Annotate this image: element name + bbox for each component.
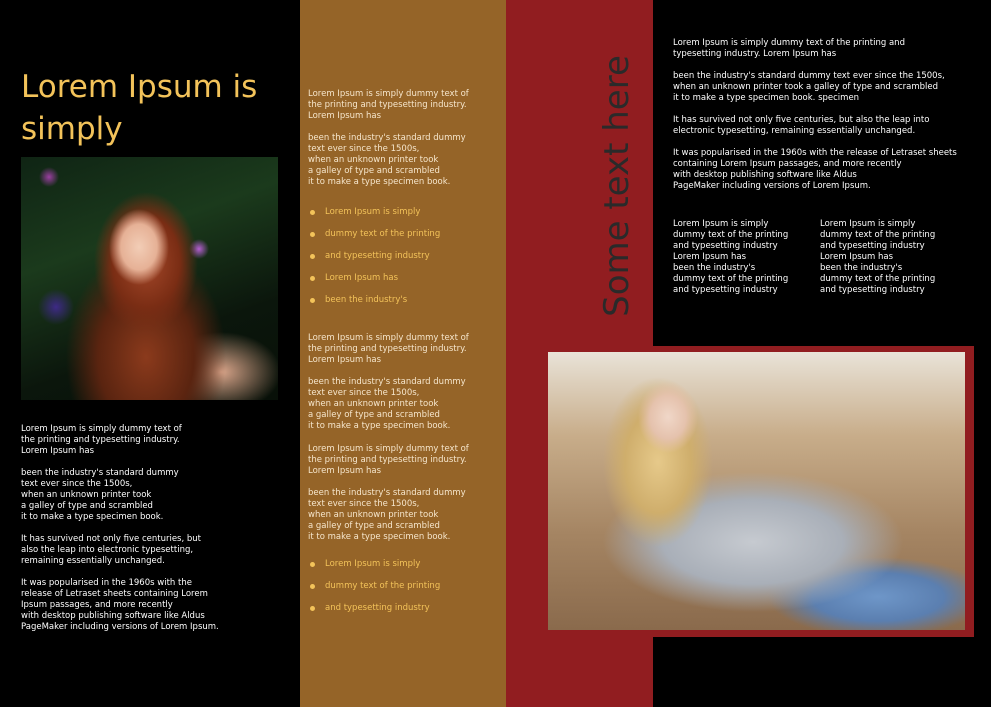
bullet-text: Lorem Ipsum is simply — [325, 207, 421, 217]
woman-with-flower-photo — [21, 157, 278, 400]
list-item — [308, 229, 440, 251]
column-text: Lorem Ipsum is simply dummy text of the printing and typesetting industry Lorem Ipsum has been the industry's dummy text of the printing and typesetting industry — [673, 219, 789, 295]
bullet-dot-icon — [310, 562, 315, 567]
blonde-woman-sweater-photo — [548, 352, 965, 630]
center-paragraph: Lorem Ipsum is simply dummy text of the printing and typesetting industry. Lorem Ipsum has — [308, 333, 469, 365]
center-paragraph: been the industry's standard dummy text ever since the 1500s, when an unknown printer took a galley of type and scrambled it to make a type specimen book. — [308, 133, 466, 187]
left-paragraph: been the industry's standard dummy text ever since the 1500s, when an unknown printer took a galley of type and scrambled it to make a type specimen book. — [21, 468, 179, 522]
right-paragraph: It was popularised in the 1960s with the release of Letraset sheets containing Lorem Ipsum passages, and more recently with desktop publishing software like Aldus PageMaker including versions of Lorem Ipsum. — [673, 148, 957, 191]
list-item — [308, 581, 440, 603]
column-text: Lorem Ipsum is simply dummy text of the printing and typesetting industry Lorem Ipsum has been the industry's dummy text of the printing and typesetting industry — [820, 219, 936, 295]
center-text-block-c — [308, 444, 498, 554]
bullet-list-2 — [308, 559, 440, 625]
bullet-dot-icon — [310, 210, 315, 215]
bullet-text: dummy text of the printing — [325, 229, 441, 239]
center-text-block-a — [308, 89, 498, 199]
right-paragraph: Lorem Ipsum is simply dummy text of the printing and typesetting industry. Lorem Ipsum has — [673, 38, 905, 59]
vertical-heading: Some text here — [597, 55, 637, 317]
bullet-text: Lorem Ipsum is simply — [325, 559, 421, 569]
center-paragraph: been the industry's standard dummy text ever since the 1500s, when an unknown printer took a galley of type and scrambled it to make a type specimen book. — [308, 377, 466, 431]
list-item — [308, 559, 440, 581]
list-item — [308, 603, 440, 625]
bullet-dot-icon — [310, 298, 315, 303]
center-paragraph: Lorem Ipsum is simply dummy text of the printing and typesetting industry. Lorem Ipsum has — [308, 89, 469, 121]
list-item — [308, 273, 440, 295]
list-item — [308, 295, 440, 317]
list-item — [308, 207, 440, 229]
right-paragraph: It has survived not only five centuries, but also the leap into electronic typesetting, remaining essentially unchanged. — [673, 115, 930, 136]
bullet-text: and typesetting industry — [325, 251, 430, 261]
left-paragraph: Lorem Ipsum is simply dummy text of the printing and typesetting industry. Lorem Ipsum has — [21, 424, 182, 456]
bullet-text: been the industry's — [325, 295, 408, 305]
bullet-text: dummy text of the printing — [325, 581, 441, 591]
bullet-dot-icon — [310, 254, 315, 259]
bullet-list-1 — [308, 207, 440, 317]
center-text-block-b — [308, 333, 498, 443]
bullet-dot-icon — [310, 232, 315, 237]
right-paragraph: been the industry's standard dummy text ever since the 1500s, when an unknown printer took a galley of type and scrambled it to make a type specimen book. specimen — [673, 71, 945, 103]
bullet-dot-icon — [310, 606, 315, 611]
center-paragraph: Lorem Ipsum is simply dummy text of the printing and typesetting industry. Lorem Ipsum has — [308, 444, 469, 476]
right-body-text — [673, 38, 973, 203]
left-paragraph: It was popularised in the 1960s with the release of Letraset sheets containing Lorem Ipsum passages, and more recently with desktop publishing software like Aldus PageMaker including versions of Lorem Ipsum. — [21, 578, 219, 632]
list-item — [308, 251, 440, 273]
brochure-title: Lorem Ipsum is simply — [21, 69, 258, 147]
right-column-b — [820, 219, 960, 307]
left-paragraph: It has survived not only five centuries, but also the leap into electronic typesetting, remaining essentially unchanged. — [21, 534, 201, 566]
right-column-a — [673, 219, 813, 307]
center-paragraph: been the industry's standard dummy text ever since the 1500s, when an unknown printer took a galley of type and scrambled it to make a type specimen book. — [308, 488, 466, 542]
bullet-text: and typesetting industry — [325, 603, 430, 613]
bullet-text: Lorem Ipsum has — [325, 273, 399, 283]
bullet-dot-icon — [310, 276, 315, 281]
bullet-dot-icon — [310, 584, 315, 589]
left-body-text — [21, 424, 291, 644]
